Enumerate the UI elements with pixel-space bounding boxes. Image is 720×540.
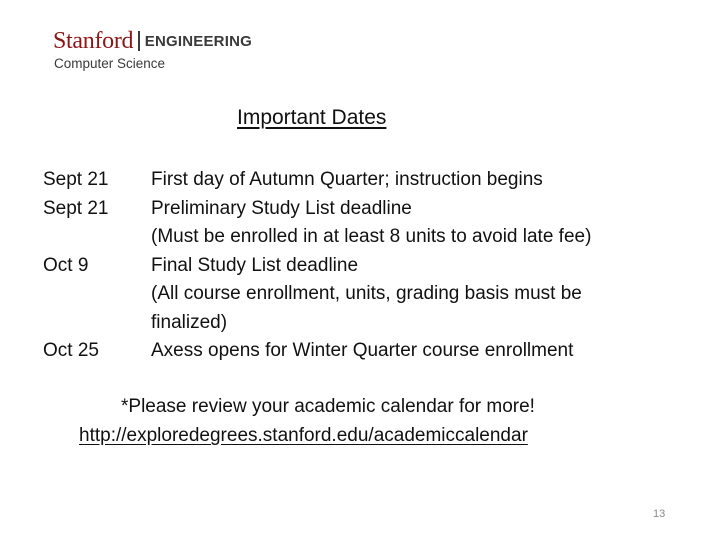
slide-number: 13 bbox=[653, 508, 666, 520]
logo-divider bbox=[138, 31, 140, 51]
page-title: Important Dates bbox=[237, 106, 387, 129]
date-label: Oct 9 bbox=[43, 254, 89, 276]
date-description-note: (All course enrollment, units, grading basis must be bbox=[151, 283, 582, 304]
calendar-note-text: *Please review your academic calendar for more! bbox=[121, 396, 535, 417]
logo-stanford-text: Stanford bbox=[53, 28, 134, 54]
date-description: First day of Autumn Quarter; instruction begins bbox=[151, 169, 543, 190]
academic-calendar-link[interactable]: http://exploredegrees.stanford.edu/academiccalendar bbox=[79, 425, 528, 446]
logo-engineering-text: ENGINEERING bbox=[144, 32, 252, 50]
date-description-note: (Must be enrolled in at least 8 units to avoid late fee) bbox=[151, 226, 592, 247]
date-description-note: finalized) bbox=[151, 311, 228, 333]
date-label: Sept 21 bbox=[43, 169, 109, 190]
stanford-engineering-logo bbox=[53, 28, 252, 71]
date-description: Final Study List deadline bbox=[151, 254, 359, 276]
date-description: Preliminary Study List deadline bbox=[151, 197, 412, 219]
date-description: Axess opens for Winter Quarter course enrollment bbox=[151, 340, 574, 361]
logo-wordmark bbox=[53, 28, 252, 54]
logo-department-text: Computer Science bbox=[54, 56, 166, 71]
date-label: Sept 21 bbox=[43, 197, 109, 219]
date-label: Oct 25 bbox=[43, 340, 99, 361]
